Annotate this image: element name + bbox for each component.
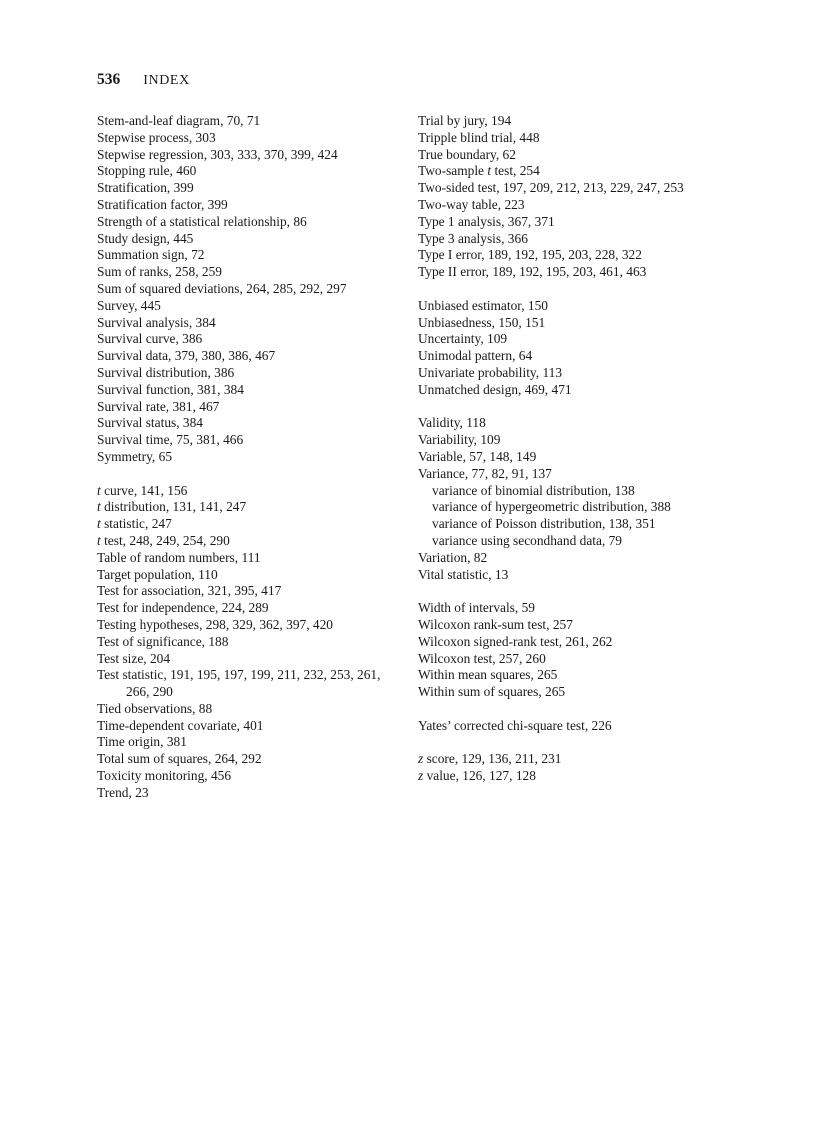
index-entry [97, 113, 402, 130]
entry-text: Survival distribution, 386 [97, 364, 235, 380]
index-entry [97, 264, 402, 281]
index-entry [418, 667, 723, 684]
entry-italic-symbol: t [97, 499, 101, 515]
index-entry [418, 550, 723, 567]
index-entry [97, 130, 402, 147]
index-entry [418, 382, 723, 399]
index-entry [97, 600, 402, 617]
entry-italic-symbol: t [97, 482, 101, 498]
index-entry [97, 382, 402, 399]
index-entry [418, 264, 723, 281]
index-entry [97, 180, 402, 197]
entry-text: Stopping rule, 460 [97, 163, 197, 179]
index-entry [418, 449, 723, 466]
entry-text: Stepwise process, 303 [97, 129, 216, 145]
index-entry [418, 651, 723, 668]
index-entry [418, 298, 723, 315]
entry-text: Validity, 118 [418, 415, 486, 431]
index-entry [418, 247, 723, 264]
entry-text: Total sum of squares, 264, 292 [97, 751, 262, 767]
index-entry [418, 331, 723, 348]
entry-text: variance of binomial distribution, 138 [432, 482, 635, 498]
entry-text: Test for independence, 224, 289 [97, 600, 269, 616]
entry-text: Time origin, 381 [97, 734, 187, 750]
index-entry [418, 315, 723, 332]
index-entry [418, 348, 723, 365]
entry-text: Wilcoxon test, 257, 260 [418, 650, 546, 666]
index-entry [97, 583, 402, 600]
entry-text: Summation sign, 72 [97, 247, 205, 263]
entry-text: Target population, 110 [97, 566, 218, 582]
entry-text: test, 254 [491, 163, 540, 179]
index-entry [97, 785, 402, 802]
entry-text: Trend, 23 [97, 784, 149, 800]
index-entry [97, 298, 402, 315]
entry-text: variance using secondhand data, 79 [432, 532, 623, 548]
entry-italic-symbol: t [97, 516, 101, 532]
entry-text: Univariate probability, 113 [418, 364, 563, 380]
entry-text: Survey, 445 [97, 297, 161, 313]
entry-text: Toxicity monitoring, 456 [97, 768, 232, 784]
entry-prefix: Two-sample [418, 163, 488, 179]
index-entry [97, 399, 402, 416]
entry-text: Survival analysis, 384 [97, 314, 216, 330]
entry-text: Yates’ corrected chi-square test, 226 [418, 717, 612, 733]
index-entry [418, 214, 723, 231]
index-entry [97, 315, 402, 332]
index-entry [97, 516, 402, 533]
index-entry [418, 617, 723, 634]
entry-text: Testing hypotheses, 298, 329, 362, 397, 420 [97, 616, 333, 632]
page-header [97, 71, 190, 89]
entry-text: True boundary, 62 [418, 146, 516, 162]
index-entry [418, 751, 723, 768]
entry-text: value, 126, 127, 128 [423, 768, 536, 784]
index-entry [97, 701, 402, 718]
index-entry [418, 684, 723, 701]
entry-text: Symmetry, 65 [97, 448, 173, 464]
entry-text: Unbiased estimator, 150 [418, 297, 548, 313]
entry-text: Within sum of squares, 265 [418, 684, 566, 700]
index-entry [418, 499, 723, 516]
index-entry [97, 634, 402, 651]
index-entry [97, 718, 402, 735]
entry-text: Survival status, 384 [97, 415, 204, 431]
entry-text: Test of significance, 188 [97, 633, 229, 649]
index-entry [97, 197, 402, 214]
index-column-right [418, 113, 723, 785]
entry-text: Within mean squares, 265 [418, 667, 558, 683]
index-entry [97, 449, 402, 466]
entry-text: Study design, 445 [97, 230, 194, 246]
entry-text: Stratification factor, 399 [97, 196, 228, 212]
index-entry [418, 163, 723, 180]
entry-italic-symbol: t [487, 163, 492, 179]
entry-text: Variable, 57, 148, 149 [418, 448, 537, 464]
index-entry [418, 130, 723, 147]
index-entry [97, 567, 402, 584]
index-entry [418, 533, 723, 550]
index-entry [418, 483, 723, 500]
entry-text: Two-way table, 223 [418, 196, 525, 212]
entry-text: Stepwise regression, 303, 333, 370, 399, 424 [97, 146, 338, 162]
entry-text: Unbiasedness, 150, 151 [418, 314, 546, 330]
entry-text: Table of random numbers, 111 [97, 549, 261, 565]
entry-text: Survival function, 381, 384 [97, 381, 244, 397]
entry-text: Vital statistic, 13 [418, 566, 509, 582]
index-entry [97, 751, 402, 768]
index-entry [97, 331, 402, 348]
entry-text: variance of Poisson distribution, 138, 351 [432, 516, 656, 532]
entry-text: distribution, 131, 141, 247 [100, 499, 247, 515]
entry-italic-symbol: t [97, 532, 101, 548]
index-entry [97, 147, 402, 164]
index-entry [97, 617, 402, 634]
index-column-left [97, 113, 402, 802]
entry-text: Width of intervals, 59 [418, 600, 535, 616]
entry-text: statistic, 247 [100, 516, 172, 532]
index-entry [97, 768, 402, 785]
entry-text: Survival time, 75, 381, 466 [97, 432, 244, 448]
index-entry [97, 533, 402, 550]
index-entry [418, 768, 723, 785]
entry-italic-symbol: z [418, 751, 424, 767]
entry-text: test, 248, 249, 254, 290 [100, 532, 230, 548]
entry-text: Variation, 82 [418, 549, 488, 565]
entry-text: Test statistic, 191, 195, 197, 199, 211, 232, 253, 261, 266, 290 [97, 667, 381, 700]
entry-text: Test for association, 321, 395, 417 [97, 583, 282, 599]
index-entry [97, 281, 402, 298]
index-entry [97, 734, 402, 751]
index-entry [97, 432, 402, 449]
index-entry [97, 163, 402, 180]
index-entry [418, 231, 723, 248]
index-entry [97, 651, 402, 668]
entry-text: Wilcoxon rank-sum test, 257 [418, 616, 573, 632]
index-entry [418, 197, 723, 214]
index-entry [97, 667, 402, 701]
index-entry [97, 231, 402, 248]
entry-text: Survival curve, 386 [97, 331, 203, 347]
entry-text: Sum of ranks, 258, 259 [97, 264, 222, 280]
entry-text: Tripple blind trial, 448 [418, 129, 540, 145]
entry-text: Strength of a statistical relationship, 86 [97, 213, 307, 229]
entry-text: curve, 141, 156 [100, 482, 188, 498]
entry-text: Stem-and-leaf diagram, 70, 71 [97, 113, 261, 128]
entry-text: Survival data, 379, 380, 386, 467 [97, 348, 276, 364]
index-entry [97, 247, 402, 264]
entry-text: Type 1 analysis, 367, 371 [418, 213, 555, 229]
index-entry [418, 516, 723, 533]
index-entry [418, 147, 723, 164]
entry-text: Survival rate, 381, 467 [97, 398, 220, 414]
page-number: 536 [97, 71, 121, 88]
index-entry [97, 365, 402, 382]
index-entry [418, 113, 723, 130]
entry-text: Test size, 204 [97, 650, 171, 666]
entry-text: Wilcoxon signed-rank test, 261, 262 [418, 633, 613, 649]
running-head: INDEX [143, 73, 190, 88]
entry-text: Variance, 77, 82, 91, 137 [418, 465, 552, 481]
entry-text: Unmatched design, 469, 471 [418, 381, 572, 397]
entry-text: Sum of squared deviations, 264, 285, 292, 297 [97, 280, 347, 296]
entry-italic-symbol: z [418, 768, 424, 784]
index-entry [97, 550, 402, 567]
entry-text: Two-sided test, 197, 209, 212, 213, 229, 247, 253 [418, 180, 684, 196]
entry-text: score, 129, 136, 211, 231 [423, 751, 562, 767]
entry-text: Stratification, 399 [97, 180, 194, 196]
index-entry [418, 634, 723, 651]
entry-text: Variability, 109 [418, 432, 501, 448]
entry-text: Type I error, 189, 192, 195, 203, 228, 322 [418, 247, 642, 263]
index-entry [418, 466, 723, 483]
entry-text: Type II error, 189, 192, 195, 203, 461, 463 [418, 264, 647, 280]
index-entry [418, 180, 723, 197]
index-entry [418, 567, 723, 584]
index-entry [418, 718, 723, 735]
entry-text: Time-dependent covariate, 401 [97, 717, 264, 733]
entry-text: Uncertainty, 109 [418, 331, 508, 347]
entry-text: variance of hypergeometric distribution, 388 [432, 499, 671, 515]
index-entry [418, 415, 723, 432]
index-entry [418, 365, 723, 382]
entry-text: Trial by jury, 194 [418, 113, 512, 128]
index-entry [97, 214, 402, 231]
index-entry [97, 499, 402, 516]
entry-text: Unimodal pattern, 64 [418, 348, 533, 364]
index-entry [418, 432, 723, 449]
entry-text: Type 3 analysis, 366 [418, 230, 528, 246]
index-entry [418, 600, 723, 617]
index-entry [97, 483, 402, 500]
entry-text: Tied observations, 88 [97, 700, 213, 716]
index-entry [97, 415, 402, 432]
index-entry [97, 348, 402, 365]
